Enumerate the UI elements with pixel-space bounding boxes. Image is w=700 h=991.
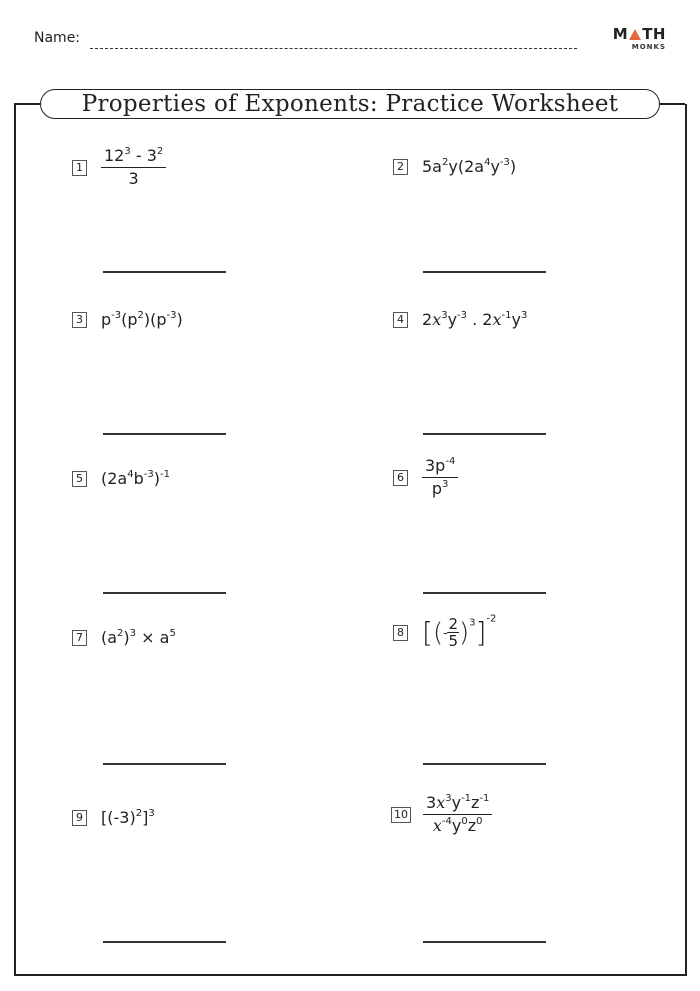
problem-8 xyxy=(393,613,497,650)
problem-expression: $\frac{3x^3y^{-1}z^{-1}}{x^{-4}y^0z^0}$ xyxy=(423,793,492,836)
answer-line-6[interactable] xyxy=(423,592,546,594)
problem-number: 7 xyxy=(72,630,87,646)
answer-line-10[interactable] xyxy=(423,941,546,943)
problem-number: 1 xyxy=(72,160,87,176)
problem-number: 6 xyxy=(393,470,408,486)
problem-2 xyxy=(393,157,516,176)
problem-5 xyxy=(72,469,170,488)
problem-expression: $(2a^4b^{-3})^{-1}$ xyxy=(101,469,170,488)
problem-1 xyxy=(72,146,166,189)
logo-text-monks: MONKS xyxy=(631,43,666,51)
problem-9 xyxy=(72,808,155,827)
answer-line-1[interactable] xyxy=(103,271,226,273)
answer-line-4[interactable] xyxy=(423,433,546,435)
triangle-icon xyxy=(629,29,641,40)
worksheet-title: Properties of Exponents: Practice Worksheet xyxy=(81,91,619,117)
problem-expression: $\frac{12^3 - 3^2}{3}$ xyxy=(101,146,166,189)
answer-line-8[interactable] xyxy=(423,763,546,765)
answer-line-5[interactable] xyxy=(103,592,226,594)
problem-number: 3 xyxy=(72,312,87,328)
problem-expression: [(- $\frac{2}{5}$ )$^3$]$^{-2}$ xyxy=(422,613,497,650)
name-label: Name: xyxy=(34,30,81,46)
problem-expression: $(a^2)^3 \times a^5$ xyxy=(101,628,176,647)
problem-number: 5 xyxy=(72,471,87,487)
problem-expression: $p^{-3}(p^2)(p^{-3})$ xyxy=(101,310,183,329)
answer-line-9[interactable] xyxy=(103,941,226,943)
problem-number: 4 xyxy=(393,312,408,328)
math-monks-logo xyxy=(612,27,666,51)
name-input-line[interactable] xyxy=(90,48,577,49)
problem-expression: $2x^3y^{-3}$ . $2x^{-1}y^3$ xyxy=(422,310,528,329)
problem-10 xyxy=(391,793,492,836)
answer-line-2[interactable] xyxy=(423,271,546,273)
problem-7 xyxy=(72,628,176,647)
problem-expression: $5a^2y(2a^4y^{-3})$ xyxy=(422,157,517,176)
problem-number: 8 xyxy=(393,625,408,641)
logo-text-th: TH xyxy=(642,25,666,43)
problem-3 xyxy=(72,310,183,329)
answer-line-7[interactable] xyxy=(103,763,226,765)
logo-text-m: M xyxy=(612,25,629,43)
title-banner xyxy=(40,89,660,119)
problem-number: 10 xyxy=(391,807,411,823)
problem-number: 9 xyxy=(72,810,87,826)
answer-line-3[interactable] xyxy=(103,433,226,435)
problem-expression: $\frac{3p^{-4}}{p^3}$ xyxy=(422,456,458,499)
problem-number: 2 xyxy=(393,159,408,175)
problem-4 xyxy=(393,310,527,329)
problem-expression: $[(-3)^2]^3$ xyxy=(101,808,155,827)
problem-6 xyxy=(393,456,458,499)
frame-top-right-rule xyxy=(660,103,685,105)
worksheet-frame xyxy=(14,104,687,976)
frame-top-left-rule xyxy=(14,103,42,105)
